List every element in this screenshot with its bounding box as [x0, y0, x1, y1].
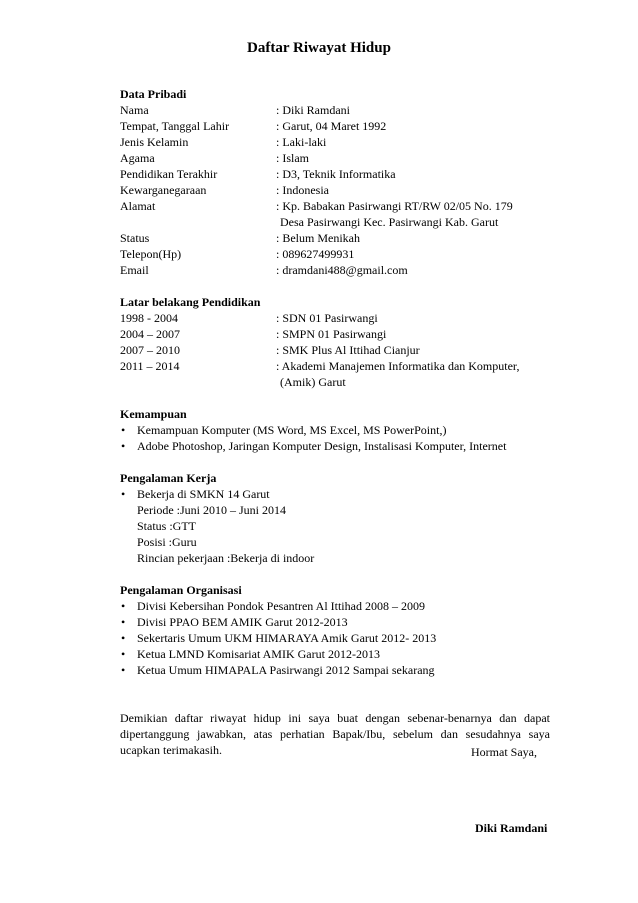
row-status: [120, 230, 550, 246]
document-title: Daftar Riwayat Hidup: [247, 40, 391, 56]
label: Telepon(Hp): [120, 247, 182, 261]
label: 2004 – 2007: [120, 327, 180, 341]
list-item: • Divisi Kebersihan Pondok Pesantren Al Ittihad 2008 – 2009: [120, 598, 550, 614]
label: 1998 - 2004: [120, 311, 178, 325]
list-item: • Kemampuan Komputer (MS Word, MS Excel, MS PowerPoint,): [120, 422, 550, 438]
pengalaman-organisasi-list: [120, 598, 550, 678]
spacer: [120, 390, 550, 406]
value: : Kp. Babakan Pasirwangi RT/RW 02/05 No. 179: [276, 199, 513, 213]
signature-name: Diki Ramdani: [475, 821, 548, 835]
section-heading-kemampuan: Kemampuan: [120, 407, 187, 421]
label: Alamat: [120, 199, 156, 213]
list-item: • Sekertaris Umum UKM HIMARAYA Amik Garut 2012- 2013: [120, 630, 550, 646]
kerja-detail: Rincian pekerjaan :Bekerja di indoor: [137, 551, 315, 565]
row-pendidikan: [120, 166, 550, 182]
label: Jenis Kelamin: [120, 135, 189, 149]
row-kewarganegaraan: [120, 182, 550, 198]
value: : SMK Plus Al Ittihad Cianjur: [276, 343, 420, 357]
row-pendidikan-amik: [120, 358, 550, 390]
kerja-detail: Periode :Juni 2010 – Juni 2014: [137, 503, 286, 517]
value-block: [276, 358, 550, 390]
row-pendidikan-sd: [120, 310, 550, 326]
row-pendidikan-smp: [120, 326, 550, 342]
value-line-2: Desa Pasirwangi Kec. Pasirwangi Kab. Garut: [280, 215, 499, 229]
row-nama: [120, 102, 550, 118]
value: : SMPN 01 Pasirwangi: [276, 327, 387, 341]
list-item: • Bekerja di SMKN 14 Garut: [120, 486, 550, 502]
label: Status: [120, 231, 150, 245]
pengalaman-kerja-list: [120, 486, 550, 502]
kerja-detail: Status :GTT: [137, 519, 196, 533]
list-item: • Ketua Umum HIMAPALA Pasirwangi 2012 Sampai sekarang: [120, 662, 550, 678]
value: : D3, Teknik Informatika: [276, 167, 396, 181]
pendidikan-list: [120, 310, 550, 390]
value: : Islam: [276, 151, 309, 165]
section-heading-pengalaman-organisasi: Pengalaman Organisasi: [120, 583, 242, 597]
value: : Laki-laki: [276, 135, 327, 149]
row-jenis-kelamin: [120, 134, 550, 150]
row-telepon: [120, 246, 550, 262]
label: Email: [120, 263, 149, 277]
value: : dramdani488@gmail.com: [276, 263, 408, 277]
section-heading-pengalaman-kerja: Pengalaman Kerja: [120, 471, 217, 485]
row-alamat: [120, 198, 550, 230]
kerja-detail: Posisi :Guru: [137, 535, 197, 549]
document-body: [120, 86, 550, 758]
label: Tempat, Tanggal Lahir: [120, 119, 230, 133]
spacer: [120, 454, 550, 470]
list-item: • Adobe Photoshop, Jaringan Komputer Design, Instalisasi Komputer, Internet: [120, 438, 550, 454]
label: 2011 – 2014: [120, 359, 180, 373]
spacer: [120, 678, 550, 694]
value-line-2: (Amik) Garut: [280, 375, 346, 389]
label: Pendidikan Terakhir: [120, 167, 218, 181]
label: Agama: [120, 151, 155, 165]
list-item: • Divisi PPAO BEM AMIK Garut 2012-2013: [120, 614, 550, 630]
value: : SDN 01 Pasirwangi: [276, 311, 378, 325]
data-pribadi-list: [120, 102, 550, 278]
row-ttl: [120, 118, 550, 134]
row-pendidikan-smk: [120, 342, 550, 358]
kemampuan-list: [120, 422, 550, 454]
row-email: [120, 262, 550, 278]
value-block: [276, 198, 550, 230]
value: : Akademi Manajemen Informatika dan Komputer,: [276, 359, 520, 373]
spacer: [120, 566, 550, 582]
value: : Garut, 04 Maret 1992: [276, 119, 387, 133]
value: : Belum Menikah: [276, 231, 360, 245]
closing-paragraph: Demikian daftar riwayat hidup ini saya buat dengan sebenar-benarnya dan dapat dipertanggung jawabkan, atas perhatian Bapak/Ibu, sebelum dan sesudahnya saya ucapkan terimakasih.: [120, 711, 550, 757]
list-item: • Ketua LMND Komisariat AMIK Garut 2012-2013: [120, 646, 550, 662]
spacer: [120, 278, 550, 294]
closing-greeting: Hormat Saya,: [471, 745, 537, 759]
section-heading-pendidikan: Latar belakang Pendidikan: [120, 295, 261, 309]
section-heading-data-pribadi: Data Pribadi: [120, 87, 187, 101]
label: 2007 – 2010: [120, 343, 180, 357]
value: : 089627499931: [276, 247, 355, 261]
label: Kewarganegaraan: [120, 183, 207, 197]
value: : Diki Ramdani: [276, 103, 350, 117]
spacer: [120, 694, 550, 710]
label: Nama: [120, 103, 149, 117]
row-agama: [120, 150, 550, 166]
value: : Indonesia: [276, 183, 329, 197]
